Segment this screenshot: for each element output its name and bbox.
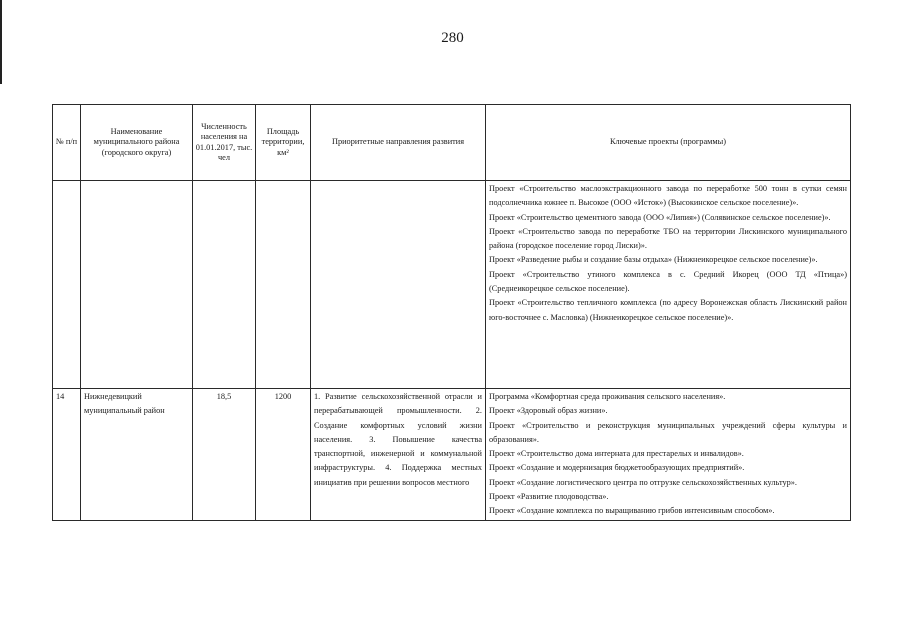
header-area: Площадь территории, км²	[256, 105, 311, 181]
header-number: № п/п	[53, 105, 81, 181]
project-item: Проект «Разведение рыбы и создание базы отдыха» (Нижнеикорецкое сельское поселение)».	[489, 255, 818, 265]
project-item: Проект «Строительство маслоэкстракционного завода по переработке 500 тонн в сутки семян подсолнечника южнее п. Высокое (ООО «Исток») (Высокинское сельское поселение)».	[489, 184, 847, 208]
table-row	[53, 389, 851, 521]
project-item: Проект «Строительство утиного комплекса в с. Средний Икорец (ООО ТД «Птица») (Среднеикорецкое сельское поселение).	[489, 269, 847, 294]
cell-population: 18,5	[193, 389, 256, 521]
project-item: Проект «Здоровый образ жизни».	[489, 406, 608, 416]
cell-empty	[311, 181, 486, 389]
project-item: Проект «Развитие плодоводства».	[489, 492, 609, 502]
cell-empty	[81, 181, 193, 389]
project-item: Проект «Строительство и реконструкция муниципальных учреждений сферы культуры и образования».	[489, 420, 847, 444]
cell-projects	[486, 181, 851, 389]
cell-projects	[486, 389, 851, 521]
project-item: Проект «Строительство дома интерната для престарелых и инвалидов».	[489, 449, 744, 459]
project-item: Программа «Комфортная среда проживания сельского населения».	[489, 392, 726, 401]
project-item: Проект «Строительство цементного завода (ООО «Липия») (Солявинское сельское поселение)».	[489, 212, 831, 222]
table-header-row	[53, 105, 851, 181]
project-item: Проект «Строительство тепличного комплекса (по адресу Воронежская область Лискинский район юго-восточнее с. Масловка) (Нижнеикорецкое сельское поселение)».	[489, 298, 847, 322]
project-item: Проект «Создание и модернизация бюджетообразующих предприятий».	[489, 463, 745, 473]
project-item: Проект «Создание логистического центра по отгрузке сельскохозяйственных культур».	[489, 477, 797, 487]
cell-empty	[53, 181, 81, 389]
cell-empty	[256, 181, 311, 389]
cell-directions: 1. Развитие сельскохозяйственной отрасли и перерабатывающей промышленности. 2. Создание комфортных условий жизни населения. 3. Повышение качества транспортной, инженерной и коммунальной инфраструктуры. 4. Поддержка местных инициатив при решении вопросов местного	[311, 389, 486, 521]
cell-district-name: Нижнедевицкий муниципальный район	[81, 389, 193, 521]
header-directions: Приоритетные направления развития	[311, 105, 486, 181]
project-item: Проект «Создание комплекса по выращиванию грибов интенсивным способом».	[489, 506, 775, 516]
header-projects: Ключевые проекты (программы)	[486, 105, 851, 181]
project-item: Проект «Строительство завода по переработке ТБО на территории Лискинского муниципального района (городское поселение город Лиски)».	[489, 226, 847, 251]
header-population: Численность населения на 01.01.2017, тыс. чел	[193, 105, 256, 181]
priorities-table	[52, 104, 851, 521]
table-row-continuation	[53, 181, 851, 389]
cell-area: 1200	[256, 389, 311, 521]
cell-empty	[193, 181, 256, 389]
page-number: 280	[441, 30, 464, 46]
header-district-name: Наименование муниципального района (городского округа)	[81, 105, 193, 181]
cell-number: 14	[53, 389, 81, 521]
